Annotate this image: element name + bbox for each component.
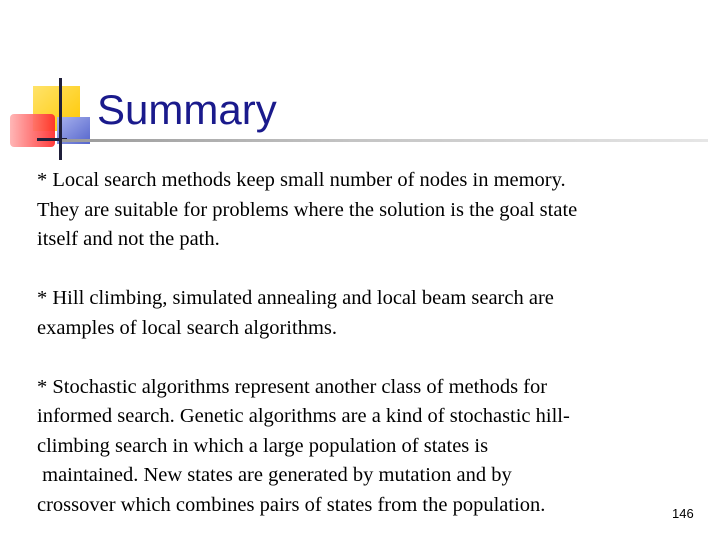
page-number: 146 bbox=[672, 506, 694, 521]
text-line: examples of local search algorithms. bbox=[37, 316, 337, 339]
paragraph-hill-climbing bbox=[37, 284, 667, 343]
text-line: climbing search in which a large population of states is bbox=[37, 434, 489, 457]
logo-vertical-line bbox=[59, 78, 62, 160]
logo-red-bar bbox=[10, 114, 55, 147]
slide-body bbox=[37, 166, 667, 520]
slide-title: Summary bbox=[97, 86, 277, 133]
text-line: itself and not the path. bbox=[37, 228, 220, 250]
text-line: informed search. Genetic algorithms are a kind of stochastic hill- bbox=[37, 405, 570, 427]
title-underline bbox=[62, 139, 708, 142]
text-line: * Stochastic algorithms represent another class of methods for bbox=[37, 375, 548, 398]
text-line: They are suitable for problems where the solution is the goal state bbox=[37, 198, 578, 221]
text-line: * Hill climbing, simulated annealing and local beam search are bbox=[37, 287, 554, 309]
text-line: crossover which combines pairs of states from the population. bbox=[37, 493, 546, 516]
paragraph-stochastic bbox=[37, 373, 667, 521]
paragraph-local-search bbox=[37, 166, 667, 255]
text-line: * Local search methods keep small number of nodes in memory. bbox=[37, 169, 566, 191]
text-line: maintained. New states are generated by mutation and by bbox=[37, 464, 512, 486]
